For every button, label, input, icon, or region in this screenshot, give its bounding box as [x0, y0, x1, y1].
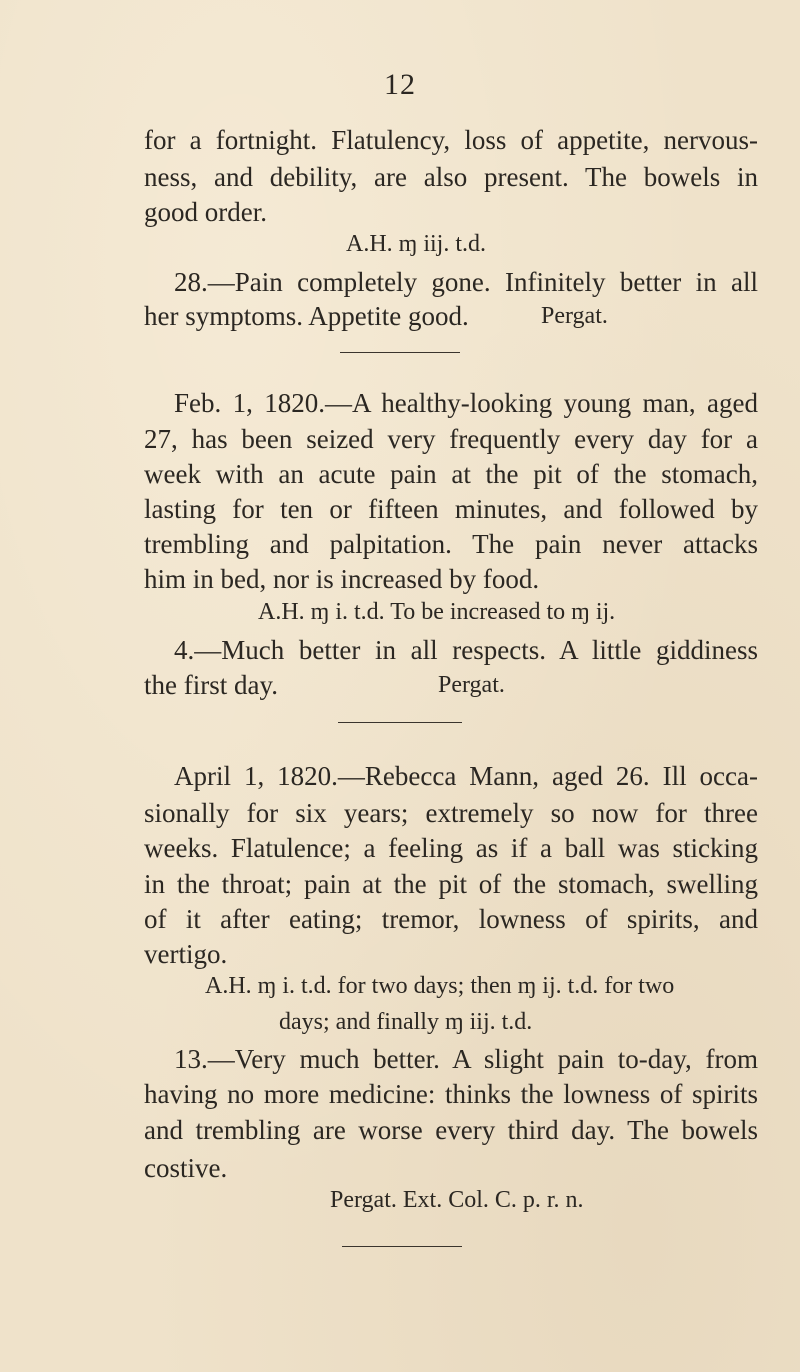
entry3-followup-line-1: 13.—Very much better. A slight pain to-day, from	[174, 1044, 758, 1074]
entry2-followup-line-1: 4.—Much better in all respects. A little giddiness	[174, 635, 758, 665]
page-number: 12	[384, 68, 416, 101]
entry1-followup-rx: Pergat.	[541, 303, 608, 329]
entry1-line-2: ness, and debility, are also present. The bowels in	[144, 162, 758, 192]
entry3-followup-line-2: having no more medicine: thinks the lowness of spirits	[144, 1079, 758, 1109]
entry2-line-4: lasting for ten or fifteen minutes, and followed by	[144, 494, 758, 524]
entry3-line-6: vertigo.	[144, 939, 228, 969]
entry2-prescription: A.H. ɱ i. t.d. To be increased to ɱ ij.	[258, 599, 616, 625]
entry1-line-3: good order.	[144, 197, 267, 227]
entry3-line-3: weeks. Flatulence; a feeling as if a ball was sticking	[144, 833, 758, 863]
entry1-followup-line-1: 28.—Pain completely gone. Infinitely better in all	[174, 267, 758, 297]
entry3-line-2: sionally for six years; extremely so now for three	[144, 798, 758, 828]
entry2-line-6: him in bed, nor is increased by food.	[144, 564, 540, 594]
entry2-line-5: trembling and palpitation. The pain never attacks	[144, 529, 758, 559]
entry2-followup-rx: Pergat.	[438, 672, 505, 698]
entry2-line-2: 27, has been seized very frequently every day for a	[144, 424, 758, 454]
entry3-prescription-line-2: days; and finally ɱ iij. t.d.	[279, 1009, 533, 1035]
entry1-prescription: A.H. ɱ iij. t.d.	[346, 231, 487, 257]
section-divider-2	[338, 722, 462, 723]
entry1-followup-line-2: her symptoms. Appetite good.	[144, 301, 469, 331]
entry3-followup-line-3: and trembling are worse every third day. The bowels	[144, 1115, 758, 1145]
entry3-line-4: in the throat; pain at the pit of the stomach, swelling	[144, 869, 758, 899]
entry3-followup-rx: Pergat. Ext. Col. C. p. r. n.	[330, 1187, 584, 1213]
entry1-line-1: for a fortnight. Flatulency, loss of appetite, nervous-	[144, 125, 758, 155]
section-divider-3	[342, 1246, 462, 1247]
entry3-line-1: April 1, 1820.—Rebecca Mann, aged 26. Ill occa-	[174, 761, 758, 791]
entry2-line-1: Feb. 1, 1820.—A healthy-looking young man, aged	[174, 388, 758, 418]
entry2-followup-line-2: the first day.	[144, 670, 278, 700]
entry3-line-5: of it after eating; tremor, lowness of spirits, and	[144, 904, 758, 934]
entry3-followup-line-4: costive.	[144, 1153, 228, 1183]
entry3-prescription-line-1: A.H. ɱ i. t.d. for two days; then ɱ ij. t.d. for two	[205, 973, 675, 999]
entry2-line-3: week with an acute pain at the pit of the stomach,	[144, 459, 758, 489]
section-divider-1	[340, 352, 460, 353]
